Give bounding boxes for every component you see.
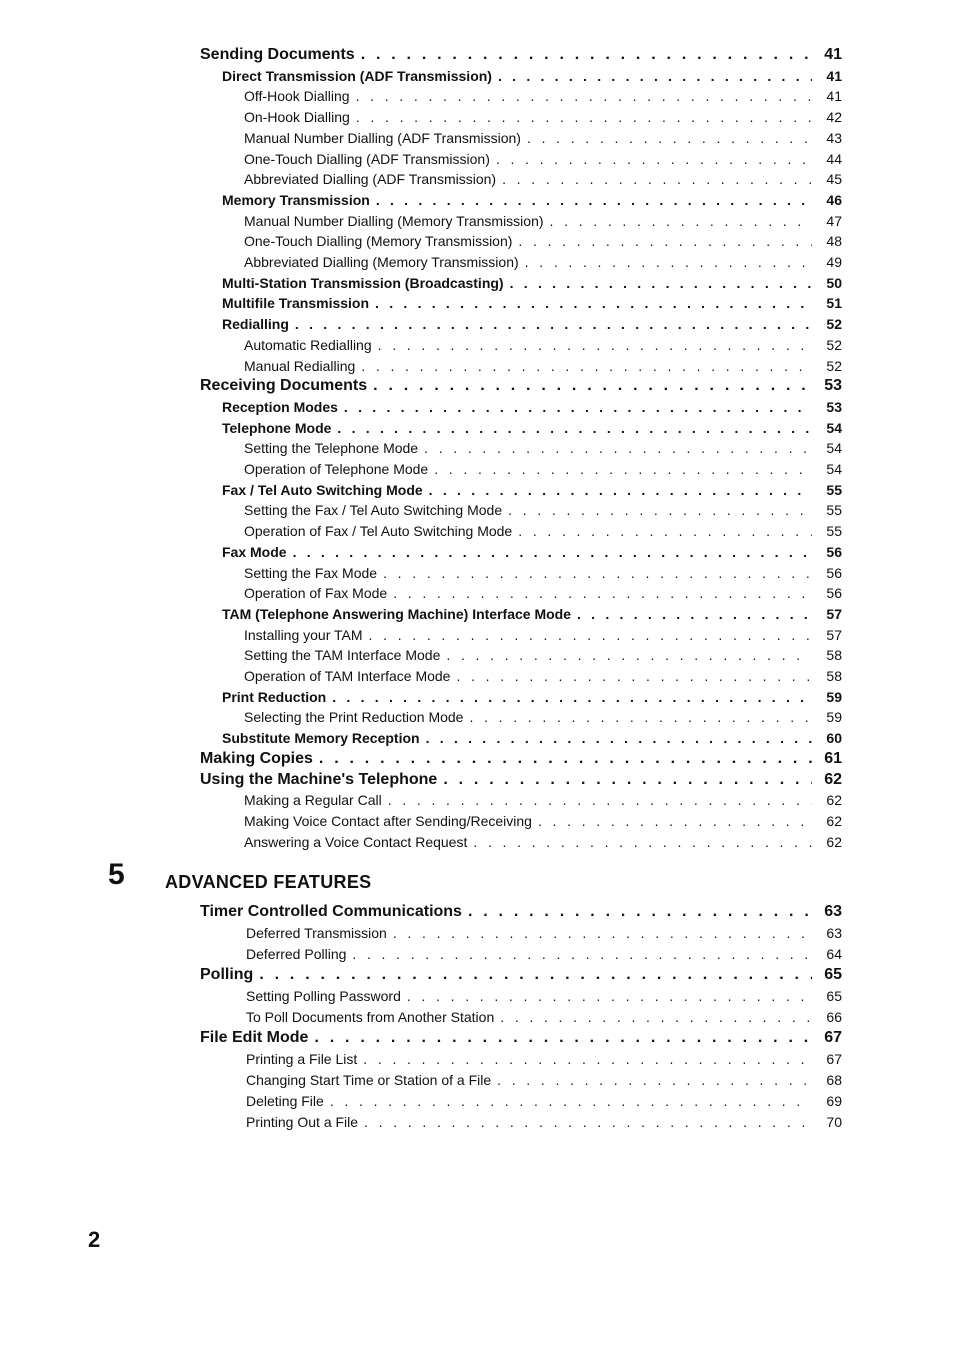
- toc-heading: [200, 374, 842, 395]
- dot-leader: [393, 925, 812, 941]
- toc-entry-page: 55: [826, 502, 842, 519]
- dot-leader: [259, 966, 812, 984]
- toc-entry-page: 54: [826, 440, 842, 457]
- dot-leader: [375, 295, 812, 311]
- toc-entry-label: Fax Mode: [222, 543, 287, 560]
- dot-leader: [429, 482, 812, 498]
- toc-entry-page: 63: [824, 903, 842, 920]
- toc-heading: [200, 1026, 842, 1047]
- toc-subheading: [222, 64, 842, 84]
- toc-item: [244, 519, 842, 539]
- toc-item: [244, 333, 842, 353]
- toc-item: [244, 788, 842, 808]
- toc-subheading: [222, 416, 842, 436]
- toc-entry-label: Using the Machine's Telephone: [200, 770, 438, 788]
- toc-subheading: [222, 271, 842, 291]
- dot-leader: [434, 461, 812, 477]
- toc-entry-label: To Poll Documents from Another Station: [246, 1009, 495, 1025]
- toc-item: [244, 229, 842, 249]
- toc-entry-label: Off-Hook Dialling: [244, 88, 350, 105]
- toc-item: [244, 126, 842, 146]
- toc-entry-page: 54: [826, 419, 842, 436]
- toc-heading: [200, 747, 842, 768]
- toc-entry-page: 59: [826, 709, 842, 726]
- toc-entry-page: 55: [826, 481, 842, 498]
- toc-entry-label: Operation of Telephone Mode: [244, 461, 429, 477]
- toc-entry-page: 65: [826, 988, 842, 1004]
- toc-entry-page: 52: [826, 336, 842, 353]
- toc-entry-page: 68: [826, 1072, 842, 1088]
- dot-leader: [577, 606, 812, 622]
- toc-entry-page: 48: [826, 233, 842, 250]
- dot-leader: [295, 316, 812, 332]
- toc-entry-label: Changing Start Time or Station of a File: [246, 1072, 492, 1088]
- dot-leader: [497, 1072, 812, 1088]
- toc-entry-page: 67: [826, 1051, 842, 1067]
- dot-leader: [388, 792, 812, 808]
- toc-subheading: [222, 478, 842, 498]
- toc-subheading: [222, 312, 842, 332]
- toc-entry-page: 52: [826, 316, 842, 333]
- toc-item: [244, 209, 842, 229]
- toc-entry-page: 41: [824, 46, 842, 63]
- dot-leader: [337, 420, 812, 436]
- toc-entry-label: Abbreviated Dialling (Memory Transmission): [244, 254, 519, 270]
- toc-item: [246, 1005, 842, 1025]
- toc-entry-label: Answering a Voice Contact Request: [244, 833, 468, 850]
- toc-item: [246, 1047, 842, 1067]
- toc-entry-label: Sending Documents: [200, 46, 355, 63]
- toc-entry-label: Printing a File List: [246, 1051, 358, 1067]
- dot-leader: [319, 750, 812, 768]
- toc-item: [244, 147, 842, 167]
- toc-subheading: [222, 395, 842, 415]
- toc-item: [244, 436, 842, 456]
- page-number: 2: [88, 1227, 101, 1252]
- toc-entry-label: One-Touch Dialling (ADF Transmission): [244, 150, 490, 167]
- toc-entry-page: 59: [826, 688, 842, 705]
- toc-entry-page: 53: [826, 398, 842, 415]
- toc-entry-label: Manual Number Dialling (ADF Transmission): [244, 129, 521, 146]
- toc-entry-label: Direct Transmission (ADF Transmission): [222, 67, 492, 84]
- toc-subheading: [222, 726, 842, 746]
- toc-entry-page: 62: [824, 770, 842, 788]
- toc-entry-label: Deferred Polling: [246, 946, 347, 962]
- dot-leader: [538, 813, 812, 829]
- toc-heading: [200, 768, 842, 789]
- toc-entry-page: 41: [826, 88, 842, 105]
- toc-entry-page: 62: [826, 833, 842, 850]
- dot-leader: [473, 834, 812, 850]
- toc-subheading: [222, 602, 842, 622]
- toc-entry-page: 50: [826, 274, 842, 291]
- toc-entry-label: Automatic Redialling: [244, 336, 372, 353]
- toc-entry-label: Setting the Fax Mode: [244, 564, 378, 581]
- toc-entry-label: Multi-Station Transmission (Broadcasting): [222, 274, 504, 291]
- toc-item: [246, 921, 842, 941]
- toc-entry-label: Making a Regular Call: [244, 792, 382, 809]
- dot-leader: [527, 130, 812, 146]
- dot-leader: [363, 1051, 812, 1067]
- toc-entry-label: File Edit Mode: [200, 1029, 309, 1046]
- toc-subheading: [222, 188, 842, 208]
- toc-entry-page: 67: [824, 1029, 842, 1046]
- toc-item: [244, 105, 842, 125]
- toc-entry-page: 45: [826, 171, 842, 188]
- dot-leader: [383, 565, 812, 581]
- dot-leader: [525, 254, 812, 270]
- dot-leader: [356, 88, 812, 104]
- toc-entry-label: Operation of Fax / Tel Auto Switching Mode: [244, 523, 513, 540]
- toc-entry-label: Deleting File: [246, 1093, 324, 1109]
- toc-entry-label: Manual Number Dialling (Memory Transmission): [244, 212, 544, 229]
- toc-entry-label: Reception Modes: [222, 398, 338, 415]
- toc-entry-page: 55: [826, 523, 842, 540]
- toc-item: [244, 498, 842, 518]
- toc-entry-page: 51: [826, 295, 842, 312]
- toc-entry-page: 63: [826, 925, 842, 941]
- toc-entry-label: Setting the TAM Interface Mode: [244, 647, 441, 664]
- toc-item: [244, 623, 842, 643]
- toc-entry-page: 58: [826, 647, 842, 664]
- toc-entry-page: 57: [826, 605, 842, 622]
- dot-leader: [446, 647, 812, 663]
- toc-item: [246, 1110, 842, 1130]
- dot-leader: [352, 946, 812, 962]
- toc-entry-label: Fax / Tel Auto Switching Mode: [222, 481, 423, 498]
- toc-item: [244, 354, 842, 374]
- dot-leader: [378, 337, 812, 353]
- toc-entry-page: 43: [826, 129, 842, 146]
- toc-entry-page: 62: [826, 812, 842, 829]
- dot-leader: [468, 903, 812, 921]
- toc-subheading: [222, 540, 842, 560]
- toc-entry-page: 56: [826, 564, 842, 581]
- toc-entry-label: Setting the Fax / Tel Auto Switching Mode: [244, 502, 503, 519]
- chapter-number: 5: [108, 858, 125, 891]
- toc-entry-page: 41: [826, 67, 842, 84]
- toc-entry-page: 65: [824, 966, 842, 983]
- toc-entry-label: Receiving Documents: [200, 377, 368, 395]
- toc-entry-label: Timer Controlled Communications: [200, 903, 462, 920]
- dot-leader: [314, 1029, 812, 1047]
- toc-item: [244, 664, 842, 684]
- toc-item: [246, 1089, 842, 1109]
- toc-entry-label: Print Reduction: [222, 688, 327, 705]
- toc-item: [244, 581, 842, 601]
- dot-leader: [518, 233, 812, 249]
- toc-item: [246, 942, 842, 962]
- dot-leader: [469, 709, 812, 725]
- toc-heading: [200, 900, 842, 921]
- dot-leader: [364, 1114, 812, 1130]
- toc-entry-label: Making Voice Contact after Sending/Receiving: [244, 812, 532, 829]
- toc-item: [244, 457, 842, 477]
- toc-entry-page: 49: [826, 254, 842, 270]
- toc-entry-label: Deferred Transmission: [246, 925, 387, 941]
- dot-leader: [502, 171, 812, 187]
- toc-item: [244, 250, 842, 270]
- toc-entry-label: Telephone Mode: [222, 419, 332, 436]
- toc-entry-label: Setting the Telephone Mode: [244, 440, 419, 457]
- dot-leader: [426, 730, 812, 746]
- toc-item: [244, 561, 842, 581]
- dot-leader: [407, 988, 812, 1004]
- toc-entry-label: Abbreviated Dialling (ADF Transmission): [244, 171, 497, 188]
- dot-leader: [332, 689, 812, 705]
- toc-entry-page: 53: [824, 377, 842, 395]
- toc-entry-label: Polling: [200, 966, 254, 983]
- dot-leader: [373, 377, 812, 395]
- toc-entry-label: Selecting the Print Reduction Mode: [244, 709, 464, 726]
- toc-item: [246, 984, 842, 1004]
- dot-leader: [361, 358, 812, 374]
- toc-heading: [200, 963, 842, 984]
- dot-leader: [369, 627, 812, 643]
- toc-entry-page: 56: [826, 543, 842, 560]
- toc-entry-label: Substitute Memory Reception: [222, 730, 420, 747]
- dot-leader: [508, 502, 812, 518]
- toc-entry-page: 57: [826, 626, 842, 643]
- toc-item: [244, 84, 842, 104]
- toc-entry-label: Multifile Transmission: [222, 295, 370, 312]
- toc-entry-label: Installing your TAM: [244, 626, 363, 643]
- toc-subheading: [222, 685, 842, 705]
- dot-leader: [393, 585, 812, 601]
- toc-subheading: [222, 291, 842, 311]
- dot-leader: [510, 275, 812, 291]
- dot-leader: [456, 668, 812, 684]
- toc-entry-page: 56: [826, 585, 842, 602]
- toc-entry-page: 44: [826, 150, 842, 167]
- toc-entry-label: Printing Out a File: [246, 1114, 359, 1130]
- toc-item: [244, 167, 842, 187]
- toc-item: [244, 830, 842, 850]
- dot-leader: [500, 1009, 812, 1025]
- chapter-title: ADVANCED FEATURES: [165, 872, 372, 892]
- toc-entry-label: On-Hook Dialling: [244, 109, 350, 126]
- toc-entry-page: 70: [826, 1114, 842, 1130]
- toc-heading: [200, 43, 842, 64]
- dot-leader: [424, 440, 812, 456]
- toc-entry-label: Operation of TAM Interface Mode: [244, 668, 451, 684]
- dot-leader: [376, 192, 812, 208]
- toc-entry-label: Setting Polling Password: [246, 988, 401, 1004]
- toc-entry-page: 52: [826, 357, 842, 374]
- toc-entry-page: 60: [826, 730, 842, 747]
- toc-item: [244, 643, 842, 663]
- toc-entry-label: Operation of Fax Mode: [244, 585, 388, 602]
- toc-entry-page: 61: [824, 749, 842, 767]
- toc-entry-page: 62: [826, 792, 842, 809]
- dot-leader: [356, 109, 812, 125]
- toc-entry-label: TAM (Telephone Answering Machine) Interface Mode: [222, 605, 571, 622]
- dot-leader: [344, 399, 812, 415]
- toc-item: [244, 705, 842, 725]
- toc-entry-label: Manual Redialling: [244, 357, 356, 374]
- toc-entry-page: 42: [826, 109, 842, 126]
- dot-leader: [498, 68, 812, 84]
- toc-entry-label: Memory Transmission: [222, 191, 370, 208]
- toc-entry-page: 69: [826, 1093, 842, 1109]
- dot-leader: [443, 771, 812, 789]
- toc-entry-label: One-Touch Dialling (Memory Transmission): [244, 233, 513, 250]
- toc-entry-page: 58: [826, 668, 842, 684]
- toc-item: [246, 1068, 842, 1088]
- dot-leader: [518, 523, 812, 539]
- toc-entry-page: 47: [826, 212, 842, 229]
- toc-entry-label: Redialling: [222, 316, 289, 333]
- dot-leader: [330, 1093, 812, 1109]
- dot-leader: [361, 46, 812, 64]
- toc-item: [244, 809, 842, 829]
- toc-entry-page: 46: [826, 191, 842, 208]
- toc-entry-label: Making Copies: [200, 749, 313, 767]
- dot-leader: [550, 213, 812, 229]
- toc-entry-page: 64: [826, 946, 842, 962]
- toc-entry-page: 66: [826, 1009, 842, 1025]
- dot-leader: [293, 544, 812, 560]
- toc-entry-page: 54: [826, 461, 842, 477]
- dot-leader: [496, 151, 812, 167]
